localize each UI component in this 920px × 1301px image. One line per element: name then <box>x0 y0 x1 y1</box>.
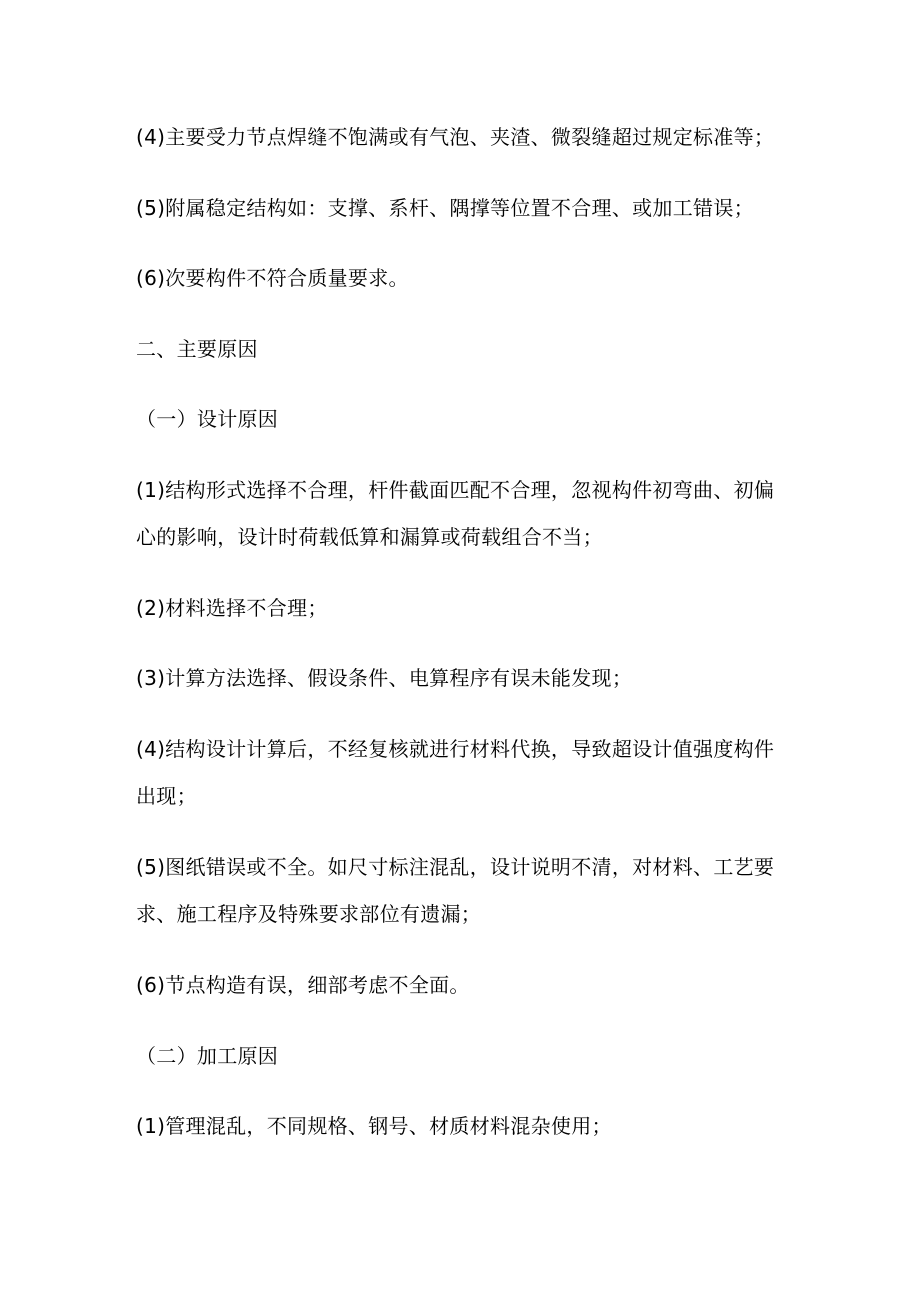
list-item-design-3: (3)计算方法选择、假设条件、电算程序有误未能发现； <box>136 666 633 690</box>
list-item-design-6: (6)节点构造有误，细部考虑不全面。 <box>136 973 470 997</box>
list-item-design-5-line-1: (5)图纸错误或不全。如尺寸标注混乱，设计说明不清，对材料、工艺要 <box>136 855 775 879</box>
list-item-defect-5: (5)附属稳定结构如：支撑、系杆、隅撑等位置不合理、或加工错误； <box>136 196 754 220</box>
list-item-defect-4: (4)主要受力节点焊缝不饱满或有气泡、夹渣、微裂缝超过规定标准等； <box>136 125 775 149</box>
subsection-heading-design-causes: （一）设计原因 <box>136 407 279 431</box>
list-item-design-5-line-2: 求、施工程序及特殊要求部位有遗漏； <box>136 902 482 926</box>
list-item-design-4-line-1: (4)结构设计计算后，不经复核就进行材料代换，导致超设计值强度构件 <box>136 737 775 761</box>
list-item-design-1-line-1: (1)结构形式选择不合理，杆件截面匹配不合理，忽视构件初弯曲、初偏 <box>136 478 775 502</box>
list-item-design-4-line-2: 出现； <box>136 784 197 808</box>
list-item-design-2: (2)材料选择不合理； <box>136 596 328 620</box>
list-item-design-1-line-2: 心的影响，设计时荷载低算和漏算或荷载组合不当； <box>136 525 603 549</box>
list-item-processing-1: (1)管理混乱，不同规格、钢号、材质材料混杂使用； <box>136 1114 612 1138</box>
subsection-heading-processing-causes: （二）加工原因 <box>136 1044 279 1068</box>
list-item-defect-6: (6)次要构件不符合质量要求。 <box>136 266 409 290</box>
section-heading-main-causes: 二、主要原因 <box>136 337 258 361</box>
